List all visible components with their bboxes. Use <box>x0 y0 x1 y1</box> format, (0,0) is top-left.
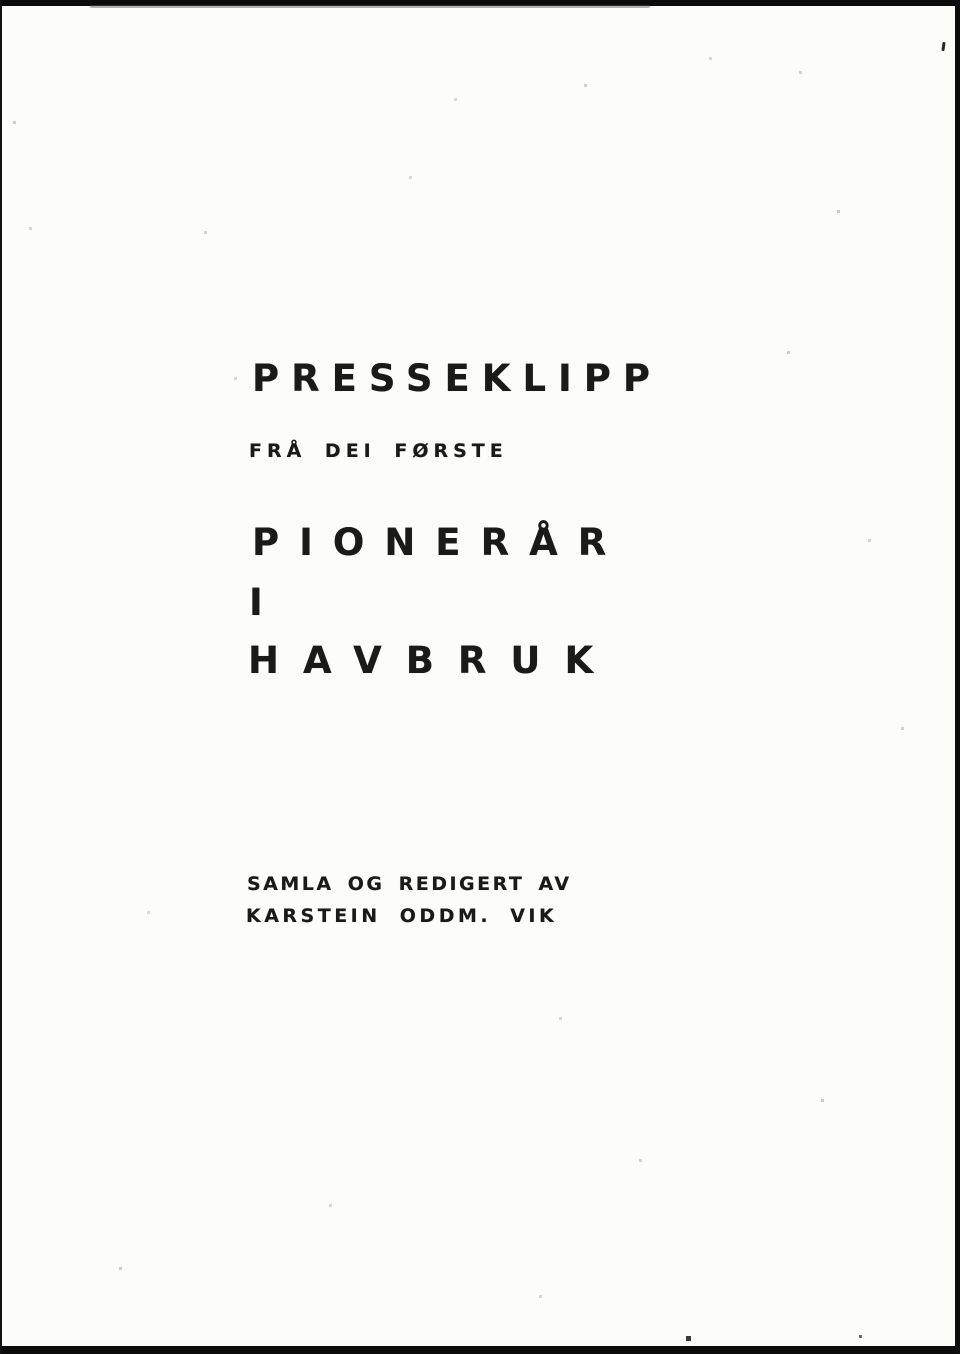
document-subtitle: FRÅ DEI FØRSTE <box>249 440 508 462</box>
credit-line-name: KARSTEIN ODDM. VIK <box>246 905 558 927</box>
heading-line-pionerar: PIONERÅR <box>252 521 627 564</box>
scan-border-right <box>955 0 960 1354</box>
credit-line-editor: SAMLA OG REDIGERT AV <box>247 873 572 895</box>
document-title: PRESSEKLIPP <box>252 357 663 400</box>
heading-line-havbruk: HAVBRUK <box>248 639 618 682</box>
heading-line-i: I <box>249 581 283 624</box>
scan-border-smudge <box>90 5 650 8</box>
scan-border-left <box>0 0 2 1354</box>
scan-border-bottom <box>0 1346 960 1354</box>
scan-artifact-mark <box>941 42 945 51</box>
